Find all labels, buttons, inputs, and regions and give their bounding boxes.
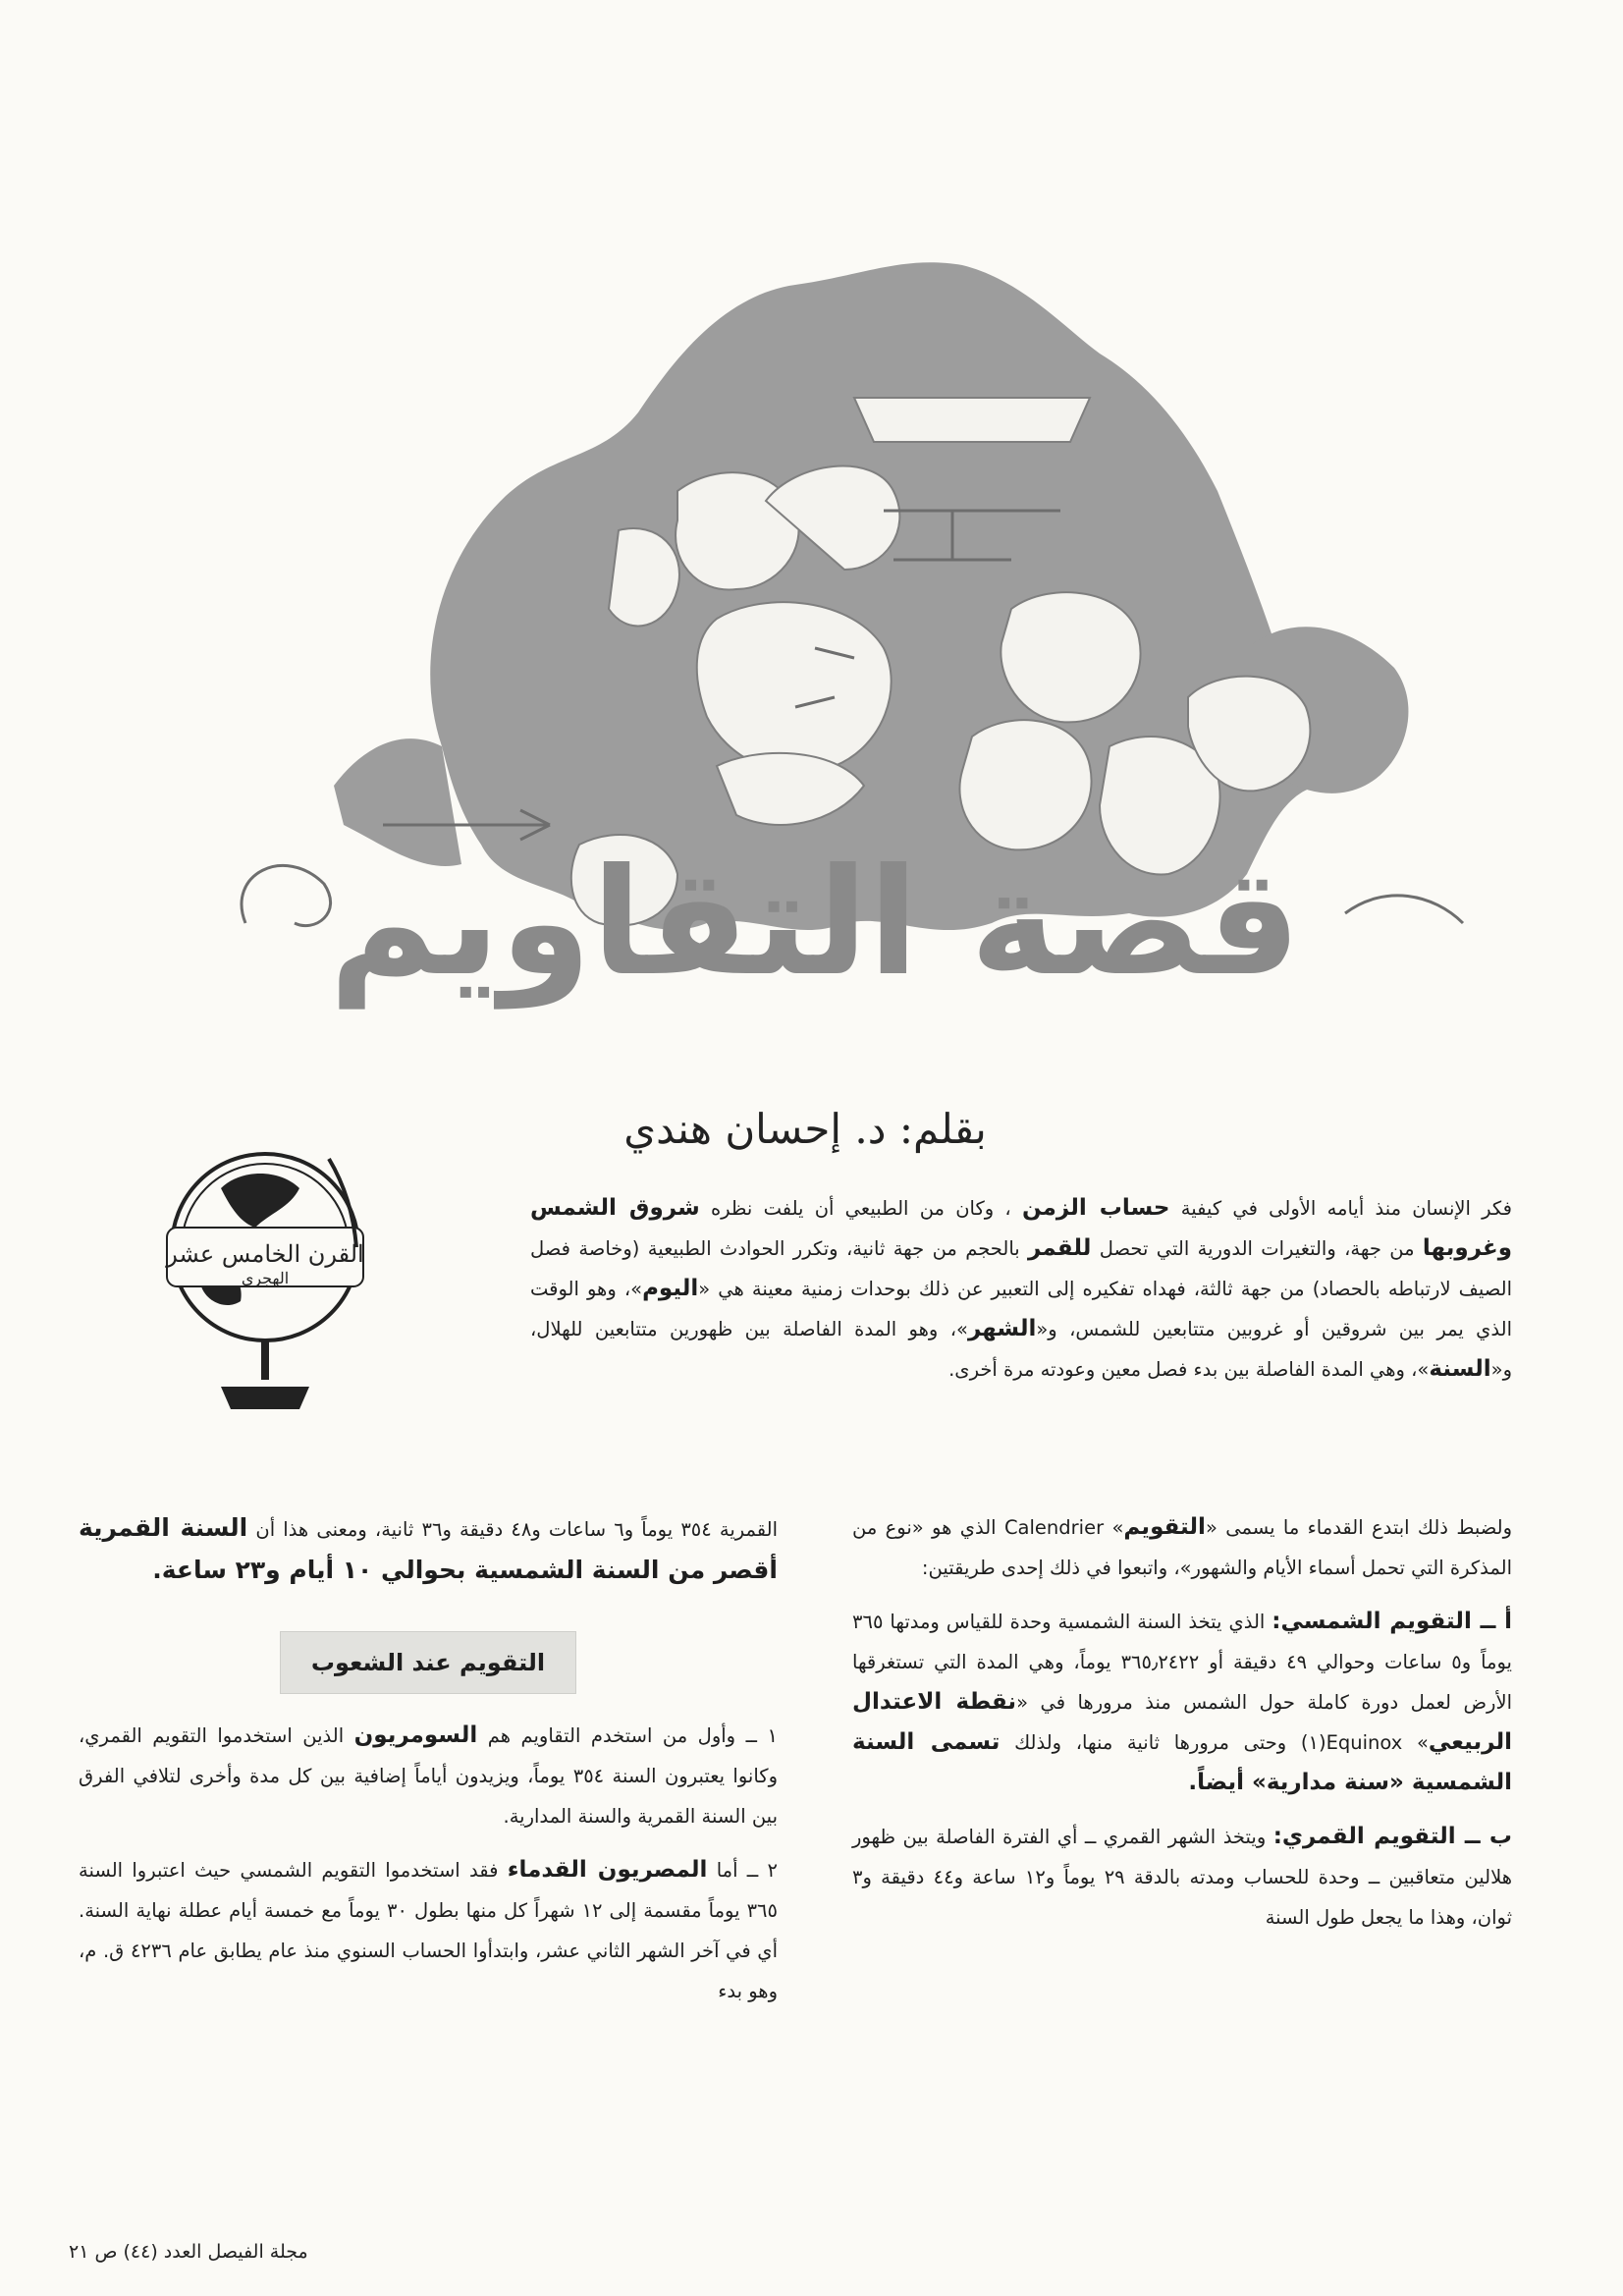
bold-phrase: المصريون القدماء [507, 1857, 708, 1883]
bold-phrase: ب ــ التقويم القمري: [1272, 1824, 1512, 1849]
intro-paragraph: فكر الإنسان منذ أيامه الأولى في كيفية حساب الزمن ، وكان من الطبيعي أن يلفت نظره شروق الشمس وغروبها من جهة، والتغيرات الدورية التي تحصل للقمر بالحجم من جهة ثانية، وتكرر الحوادث الطبيعية (وخاصة فصل الصيف لارتباطه بالحصاد) من جهة ثالثة، فهداه تفكيره إلى التعبير عن ذلك بوحدات زمنية معينة هي «اليوم»، وهو الوقت الذي يمر بين شروقين أو غروبين متتابعين للشمس، و«الشهر»، وهو المدة الفاصلة بين ظهورين متتابعين للهلال، و«السنة»، وهي المدة الفاصلة بين بدء فصل معين وعودته مرة أخرى. [530, 1195, 1513, 1382]
article-title: قصة التقاويم [329, 838, 1301, 1009]
egyptians-paragraph: ٢ ــ أما المصريون القدماء فقد استخدموا التقويم الشمسي حيث اعتبروا السنة ٣٦٥ يوماً مقسمة إلى ١٢ شهراً كل منها بطول ٣٠ يوماً مع خمسة أيام عطلة نهاية السنة. أي في آخر الشهر الثاني عشر، وابتدأوا الحساب السنوي منذ عام يطابق عام ٤٢٣٦ ق. م، وهو بدء [79, 1857, 779, 2002]
solar-calendar-paragraph: أ ــ التقويم الشمسي: الذي يتخذ السنة الشمسية وحدة للقياس ومدتها ٣٦٥ يوماً و٥ ساعات وحوالي ٤٩ دقيقة أو ٣٦٥٫٢٤٢٢ يوماً، وهي المدة التي تستغرقها الأرض لعمل دورة كاملة حول الشمس منذ مرورها في «نقطة الاعتدال الربيعي» Equinox(١) وحتى مرورها ثانية منها، ولذلك تسمى السنة الشمسية «سنة مدارية» أيضاً. [852, 1609, 1512, 1795]
bold-phrase: السنة القمرية أقصر من السنة الشمسية بحوالي ١٠ أيام و٢٣ ساعة. [79, 1513, 778, 1584]
page-footer: مجلة الفيصل العدد (٤٤) ص ٢١ [69, 2241, 308, 2263]
calendar-definition-paragraph: ولضبط ذلك ابتدع القدماء ما يسمى «التقويم» Calendrier الذي هو «نوع من المذكرة التي تحمل أسماء الأيام والشهور»، واتبعوا في ذلك إحدى طريقتين: [852, 1514, 1512, 1579]
globe-emblem [162, 1129, 368, 1424]
bold-phrase: نقطة الاعتدال الربيعي [852, 1689, 1512, 1755]
bold-phrase: التقويم [1123, 1514, 1206, 1540]
bold-phrase: حساب الزمن [1021, 1195, 1170, 1221]
lunar-calendar-paragraph: ب ــ التقويم القمري: ويتخذ الشهر القمري ــ أي الفترة الفاصلة بين ظهور هلالين متعاقبين ــ وحدة للحساب ومدته بالدقة ٢٩ يوماً و١٢ ساعة و٤٤ دقيقة و٣ ثوان، وهذا ما يجعل طول السنة [852, 1824, 1512, 1929]
author-byline: بقلم: د. إحسان هندي [623, 1105, 987, 1153]
bold-phrase: السنة [1429, 1356, 1491, 1382]
emblem-line1: القرن الخامس عشر [166, 1240, 364, 1268]
bold-phrase: الشهر [967, 1316, 1037, 1341]
bold-phrase: تسمى السنة الشمسية «سنة مدارية» أيضاً. [852, 1729, 1512, 1795]
sumerians-paragraph: ١ ــ وأول من استخدم التقاويم هم السومريون الذين استخدموا التقويم القمري، وكانوا يعتبرون السنة ٣٥٤ يوماً، ويزيدون أياماً إضافية بين كل مدة وأخرى لتلافي الفرق بين السنة القمرية والسنة المدارية. [79, 1722, 779, 1828]
bold-phrase: للقمر [1028, 1235, 1092, 1261]
right-column [852, 1507, 1512, 1951]
bold-phrase: السومريون [353, 1722, 478, 1748]
section-heading: التقويم عند الشعوب [280, 1631, 576, 1694]
left-column [79, 1507, 778, 2025]
lunar-year-paragraph: القمرية ٣٥٤ يوماً و٦ ساعات و٤٨ دقيقة و٣٦ ثانية، ومعنى هذا أن السنة القمرية أقصر من السنة الشمسية بحوالي ١٠ أيام و٢٣ ساعة. [79, 1513, 779, 1584]
bold-phrase: أ ــ التقويم الشمسي: [1271, 1609, 1512, 1634]
bold-phrase: اليوم [642, 1276, 699, 1301]
bold-phrase: شروق الشمس وغروبها [530, 1195, 1512, 1261]
emblem-line2: الهجري [241, 1269, 290, 1287]
